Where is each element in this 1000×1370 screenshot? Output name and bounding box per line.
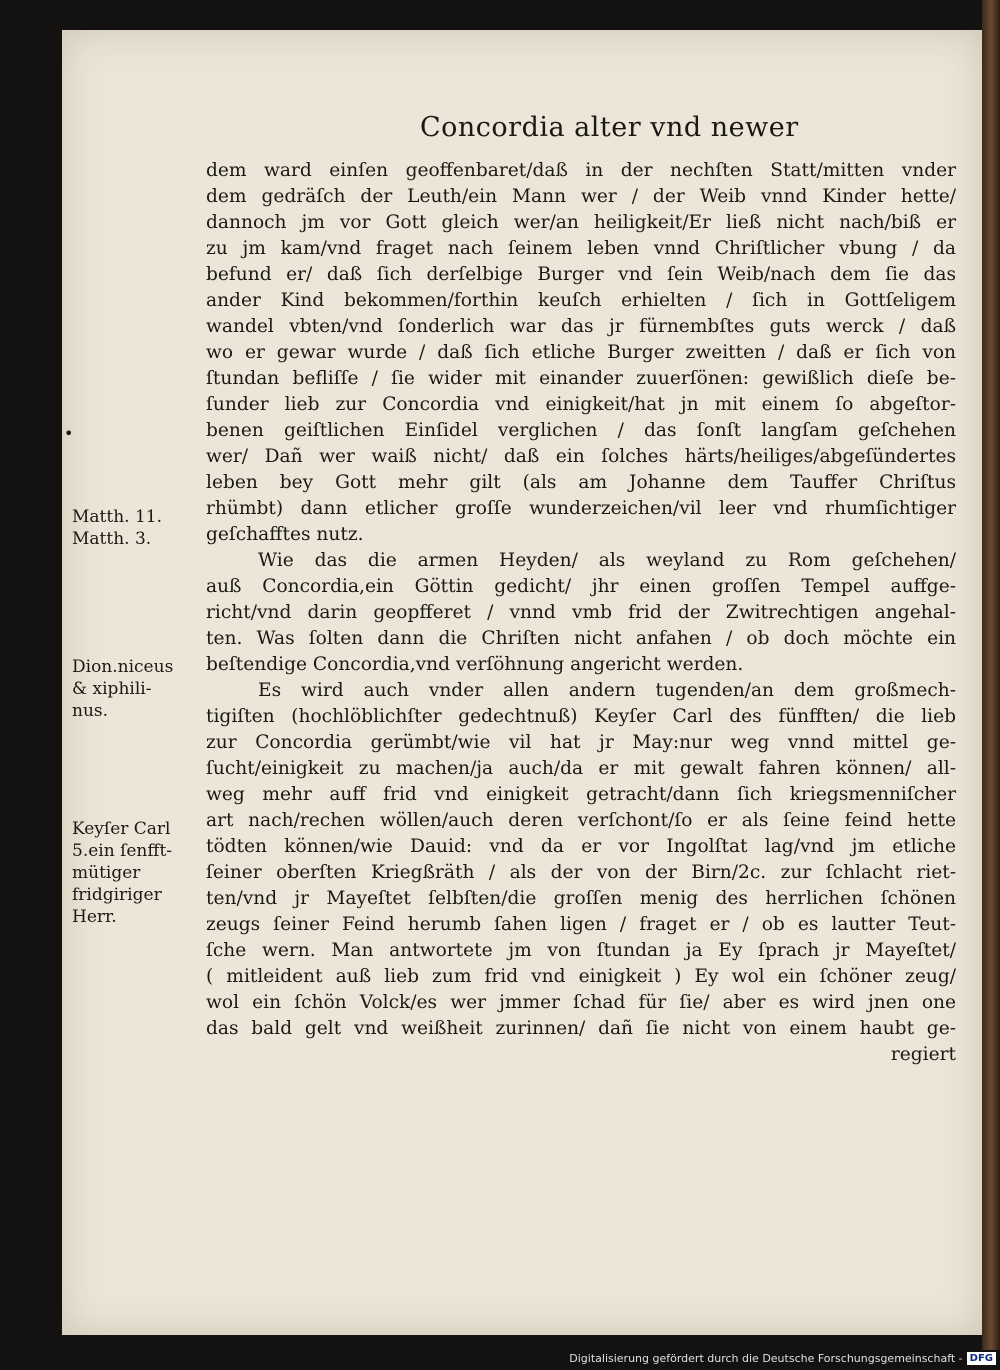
footer-text: Digitalisierung gefördert durch die Deutsche Forschungsgemeinschaft -	[569, 1351, 963, 1365]
text-line: geſchafftes nutz.	[206, 524, 364, 545]
text-line: Wie das die armen Heyden/ als weyland zu Rom geſchehen/	[258, 550, 956, 571]
margin-note-line: & xiphili-	[72, 679, 152, 699]
text-line: ander Kind bekommen/forthin keuſch erhielten / ſich in Gottſeligem	[206, 290, 956, 311]
text-line: dem gedräſch der Leuth/ein Mann wer / der Weib vnnd Kinder hette/	[206, 186, 956, 207]
text-line: tödten können/wie Dauid: vnd da er vor Ingolſtat lag/vnd jm etliche	[206, 836, 956, 857]
margin-note-line: Herr.	[72, 907, 117, 927]
margin-note-line: 5.ein ſenfft-	[72, 841, 173, 861]
text-line: ten/vnd jr Mayeſtet ſelbſten/die groſſen menig des herrlichen ſchönen	[206, 888, 956, 909]
text-line: Es wird auch vnder allen andern tugenden/an dem großmech-	[258, 680, 956, 701]
text-line: wol ein ſchön Volck/es wer jmmer ſchad für ſie/ aber es wird jnen one	[206, 992, 956, 1013]
funding-footer	[569, 1349, 996, 1367]
text-line: das bald gelt vnd weißheit zurinnen/ dañ ſie nicht von einem haubt ge-	[206, 1018, 956, 1039]
margin-note-keyser	[72, 818, 172, 928]
dfg-logo: DFG	[967, 1352, 996, 1365]
margin-note-line: Keyſer Carl	[72, 819, 171, 839]
text-line: ſeiner oberſten Kriegßräth / als der von der Birn/2c. zur ſchlacht riet-	[206, 862, 956, 883]
body-text	[206, 158, 956, 1068]
margin-note-line: nus.	[72, 701, 109, 721]
text-line: benen geiſtlichen Einſidel verglichen / das ſonſt langſam geſchehen	[206, 420, 956, 441]
text-line: art nach/rechen wöllen/auch deren verſchont/ſo er als ſeine feind hette	[206, 810, 956, 831]
running-header: Concordia alter vnd newer	[420, 112, 799, 143]
text-line: ſucht/einigkeit zu machen/ja auch/da er mit gewalt fahren können/ all-	[206, 758, 956, 779]
text-line: wo er gewar wurde / daß ſich etliche Burger zweitten / daß er ſich von	[206, 342, 956, 363]
text-line: wandel vbten/vnd ſonderlich war das jr fürnembſtes guts werck / daß	[206, 316, 956, 337]
text-line: ſtundan befliſſe / ſie wider mit einander zuuerſönen: gewißlich dieſe be-	[206, 368, 956, 389]
text-line: leben bey Gott mehr gilt (als am Johanne dem Tauffer Chriſtus	[206, 472, 956, 493]
margin-note-dion	[72, 656, 173, 722]
text-line: weg mehr auff frid vnd einigkeit getracht/dann ſich kriegsmenniſcher	[206, 784, 956, 805]
margin-note-line: Matth. 11.	[72, 507, 162, 527]
margin-mark: •	[64, 424, 74, 443]
text-line: ſunder lieb zur Concordia vnd einigkeit/hat jn mit einem ſo abgeſtor-	[206, 394, 956, 415]
text-line: befund er/ daß ſich derſelbige Burger vnd ſein Weib/nach dem ſie das	[206, 264, 956, 285]
text-line: auß Concordia,ein Göttin gedicht/ jhr einen groſſen Tempel auffge-	[206, 576, 956, 597]
text-line: ten. Was ſolten dann die Chriſten nicht anfahen / ob doch möchte ein	[206, 628, 956, 649]
margin-note-line: Matth. 3.	[72, 529, 152, 549]
text-line: beſtendige Concordia,vnd verſöhnung angericht werden.	[206, 654, 744, 675]
text-line: zu jm kam/vnd fraget nach ſeinem leben vnnd Chriſtlicher vbung / da	[206, 238, 956, 259]
margin-note-line: fridgiriger	[72, 885, 162, 905]
text-line: rhümbt) dann etlicher groſſe wunderzeichen/vil leer vnd rhumſichtiger	[206, 498, 956, 519]
text-line: dannoch jm vor Gott gleich wer/an heiligkeit/Er ließ nicht nach/biß er	[206, 212, 956, 233]
text-line: ſche wern. Man antwortete jm von ſtundan ja Ey ſprach jr Mayeſtet/	[206, 940, 956, 961]
catchword: regiert	[890, 1044, 956, 1065]
text-line: zur Concordia gerümbt/wie vil hat jr May:nur weg vnnd mittel ge-	[206, 732, 956, 753]
text-line: ( mitleident auß lieb zum frid vnd einigkeit ) Ey wol ein ſchöner zeug/	[206, 966, 956, 987]
text-line: zeugs ſeiner Feind herumb ſahen ligen / fraget er / ob es lautter Teut-	[206, 914, 956, 935]
text-line: wer/ Dañ wer waiß nicht/ daß ein ſolches härts/heiliges/abgeſündertes	[206, 446, 956, 467]
margin-note-line: Dion.niceus	[72, 657, 174, 677]
text-line: tigiſten (hochlöblichſter gedechtnuß) Keyſer Carl des fünfften/ die lieb	[206, 706, 956, 727]
margin-note-matthew	[72, 506, 162, 550]
book-edge	[982, 0, 1000, 1350]
text-line: richt/vnd darin geopfferet / vnnd vmb frid der Zwitrechtigen angehal-	[206, 602, 956, 623]
margin-note-line: mütiger	[72, 863, 141, 883]
text-line: dem ward einſen geoffenbaret/daß in der nechſten Statt/mitten vnder	[206, 160, 956, 181]
